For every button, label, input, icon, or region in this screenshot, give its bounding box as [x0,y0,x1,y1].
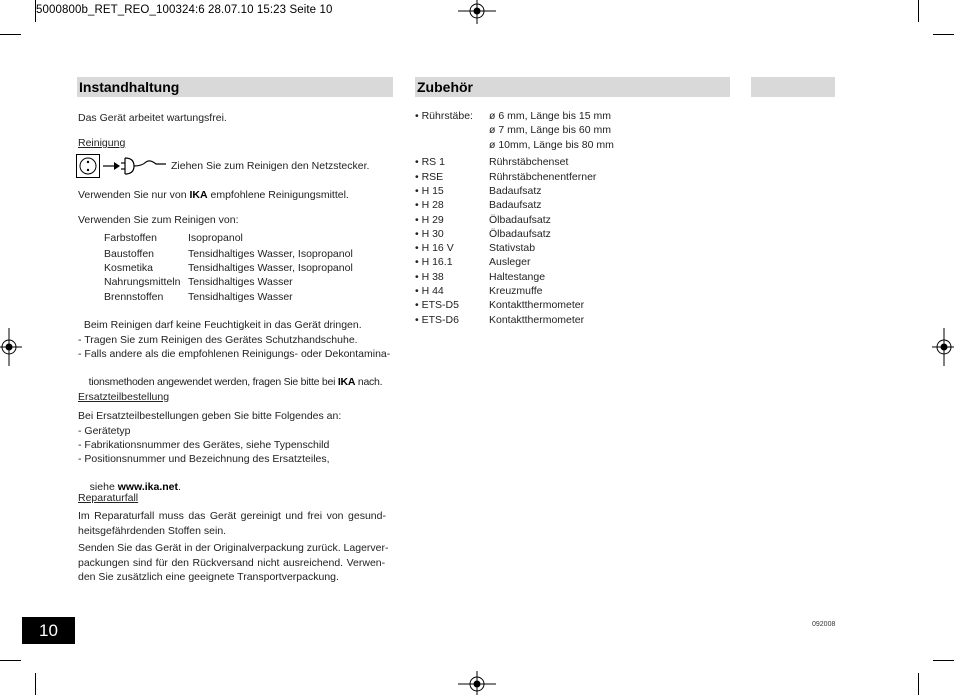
unplug-icon [76,154,168,178]
use-only-ika-text [78,188,349,202]
accessory-code: • H 30 [415,228,444,240]
repair-paragraph-line: Im Reparaturfall muss das Gerät gereinigt und frei von gesund- [78,510,386,522]
section-title-zubehoer: Zubehör [417,79,473,95]
use-only-suffix: empfohlene Reinigungsmittel. [207,189,349,201]
spare-parts-item: - Positionsnummer und Bezeichnung des Ersatzteiles, [78,453,330,465]
maintenance-free-text: Das Gerät arbeitet wartungsfrei. [78,112,227,124]
accessory-desc: Stativstab [489,242,536,254]
accessory-code: • H 15 [415,185,444,197]
stirbar-size: ø 10mm, Länge bis 80 mm [489,139,614,151]
crop-mark [933,660,954,661]
accessory-desc: Badaufsatz [489,185,542,197]
accessory-desc: Badaufsatz [489,199,542,211]
repair-paragraph-line: den Sie zusätzlich eine geeignete Transportverpackung. [78,571,339,583]
agent-cell: Tensidhaltiges Wasser, Isopropanol [188,248,353,260]
accessory-desc: Kontaktthermometer [489,299,585,311]
registration-mark-icon [458,671,496,695]
stain-cell: Farbstoffen [104,232,157,244]
crop-mark [0,34,21,35]
warning-line: Beim Reinigen darf keine Feuchtigkeit in das Gerät dringen. [78,319,362,331]
accessory-code: • H 28 [415,199,444,211]
agent-cell: Tensidhaltiges Wasser [188,276,293,288]
repair-paragraph-line: packungen sind für den Rückversand nicht ausreichend. Verwen- [78,557,386,569]
crop-mark [933,34,954,35]
print-slug: 5000800b_RET_REO_100324:6 28.07.10 15:23 Seite 10 [36,4,333,16]
cleaning-heading: Reinigung [78,137,126,149]
warning-line: - Tragen Sie zum Reinigen des Gerätes Schutzhandschuhe. [78,334,358,346]
stain-cell: Brennstoffen [104,291,164,303]
spare-parts-item: - Fabrikationsnummer des Gerätes, siehe Typenschild [78,439,330,451]
repair-paragraph-line: Senden Sie das Gerät in der Originalverpackung zurück. Lagerver- [78,542,389,554]
stirbar-size: ø 6 mm, Länge bis 15 mm [489,110,611,122]
agent-cell: Isopropanol [188,232,243,244]
section-title-instandhaltung: Instandhaltung [79,79,180,95]
ika-brand: IKA [189,189,208,201]
repair-paragraph-line: heitsgefährdenden Stoffen sein. [78,525,227,537]
stain-cell: Nahrungsmitteln [104,276,181,288]
accessory-code: • RSE [415,171,444,183]
crop-mark [918,673,919,695]
see-prefix: siehe [83,481,118,493]
agent-cell: Tensidhaltiges Wasser [188,291,293,303]
accessory-desc: Kreuzmuffe [489,285,543,297]
accessory-code: • H 29 [415,214,444,226]
ika-brand: IKA [337,376,356,388]
registration-mark-icon [0,328,22,366]
accessory-code: • H 16.1 [415,256,453,268]
stirbar-size: ø 7 mm, Länge bis 60 mm [489,124,611,136]
stirbars-label: • Rührstäbe: [415,110,473,122]
spare-parts-heading: Ersatzteilbestellung [78,391,170,403]
warning-line-text: tionsmethoden angewendet werden, fragen Sie bitte bei [83,376,338,388]
accessory-code: • H 16 V [415,242,454,254]
warning-line: - Falls andere als die empfohlenen Reinigungs- oder Dekontamina- [78,348,391,360]
warning-line-suffix: nach. [355,376,383,388]
section-bar-tab [751,77,835,97]
agent-cell: Tensidhaltiges Wasser, Isopropanol [188,262,353,274]
ika-website-link[interactable]: www.ika.net [117,481,178,493]
spare-parts-see [78,466,181,494]
crop-mark [0,660,21,661]
accessory-desc: Rührstäbchenentferner [489,171,597,183]
warning-line [78,361,382,389]
doc-code: 092008 [812,621,836,628]
accessory-code: • H 44 [415,285,444,297]
stain-cell: Kosmetika [104,262,154,274]
accessory-code: • ETS-D5 [415,299,459,311]
accessory-desc: Ölbadaufsatz [489,214,551,226]
see-suffix: . [178,481,181,493]
accessory-desc: Ausleger [489,256,531,268]
accessory-desc: Kontaktthermometer [489,314,585,326]
crop-mark [918,0,919,22]
stain-cell: Baustoffen [104,248,155,260]
accessory-code: • H 38 [415,271,444,283]
use-only-prefix: Verwenden Sie nur von [78,189,190,201]
accessory-code: • RS 1 [415,156,445,168]
repair-heading: Reparaturfall [78,492,139,504]
accessory-desc: Rührstäbchenset [489,156,569,168]
registration-mark-icon [932,328,954,366]
unplug-text: Ziehen Sie zum Reinigen den Netzstecker. [171,160,370,172]
accessory-code: • ETS-D6 [415,314,459,326]
spare-parts-intro: Bei Ersatzteilbestellungen geben Sie bitte Folgendes an: [78,410,342,422]
accessory-desc: Ölbadaufsatz [489,228,551,240]
spare-parts-item: - Gerätetyp [78,425,131,437]
crop-mark [35,673,36,695]
page-number: 10 [22,617,75,644]
clean-with-intro: Verwenden Sie zum Reinigen von: [78,214,239,226]
accessory-desc: Haltestange [489,271,546,283]
registration-mark-icon [458,0,496,24]
